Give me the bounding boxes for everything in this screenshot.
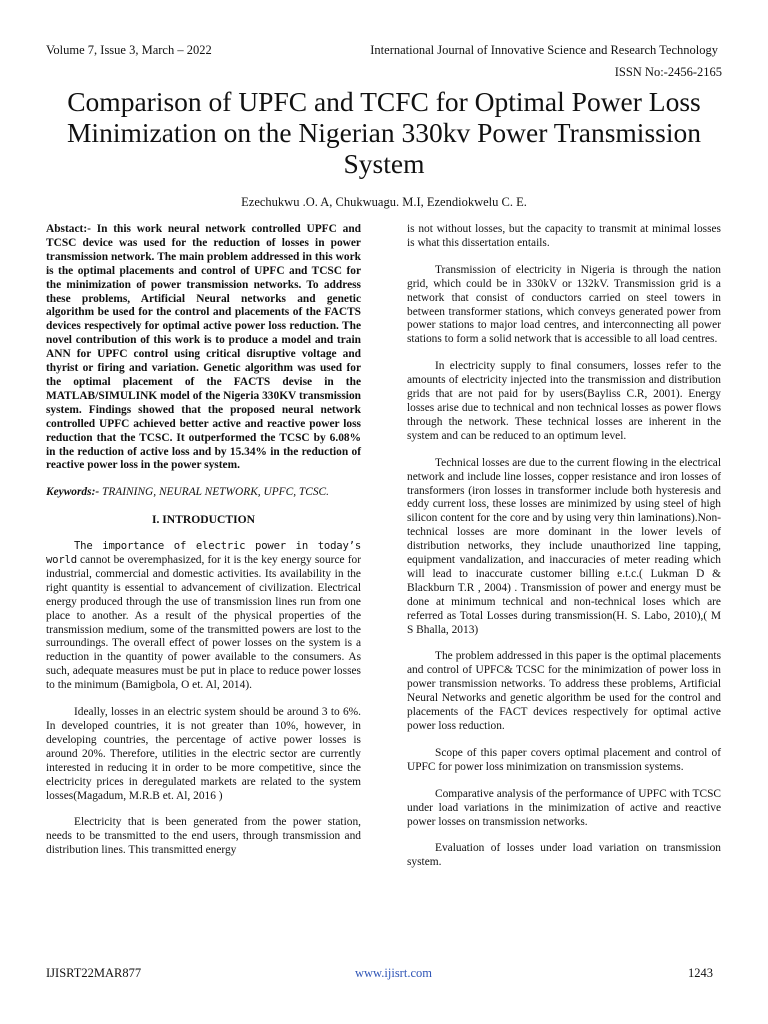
abstract (46, 223, 361, 473)
paragraph: Technical losses are due to the current flowing in the electrical network and include line losses, copper resistance and iron losses of transformers (iron losses in transformer include both hysteresis and eddy current loss, these losses are minimized by using steel of high silicon content for the core and by using very thin laminations).Non- technical losses are more dominant in the lower levels of distribution networks, they include unauthorized line tapping, equipment vandalization, and inaccuracies of meter reading which will lead to inaccurate customer billing e.t.c.( Lukman D & Blackburn T.R , 2004) . Transmission of power and energy must be done at minimum technical and non-technical loses which are referred as Total Losses during transmission(H. S. Labo, 2010),( M S Bhalla, 2013) (407, 456, 721, 636)
keywords-text: TRAINING, NEURAL NETWORK, UPFC, TCSC. (99, 486, 329, 499)
paragraph-text: cannot be overemphasized, for it is the key energy source for industrial, commercial and domestic activities. Its availability in the right quantity is essential to advancement of civilization. Electrical energy produced through the use of transmission lines run from one place to another. As a result of the physical properties of the transmission medium, some of the transmitted powers are lost to the surroundings. The overall effect of power losses on the system is a reduction in the quantity of power available to the consumers. As such, adequate measures must be put in place to reduce power losses to the minimum (Bamigbola, O et. Al, 2014). (46, 554, 361, 692)
paragraph: Evaluation of losses under load variation on transmission system. (407, 842, 721, 869)
abstract-label: Abstact:- (46, 223, 91, 235)
keywords (46, 486, 361, 500)
paragraph: Scope of this paper covers optimal placement and control of UPFC for power loss minimization on transmission systems. (407, 746, 721, 773)
section-heading: I. INTRODUCTION (151, 513, 256, 527)
paragraph: In electricity supply to final consumers, losses refer to the amounts of electricity injected into the transmission and distribution grids that are not paid for by users(Bayliss C.R, 2001). Energy losses arise due to technical and non technical losses as power flows through the network. These technical losses are inherent in the system and can be reduced to an optimum level. (407, 360, 721, 442)
left-column (46, 223, 361, 871)
paragraph: Comparative analysis of the performance of UPFC with TCSC under load variations in the minimization of active and reactive power losses on transmission networks. (407, 787, 721, 828)
volume-info: Volume 7, Issue 3, March – 2022 (46, 43, 212, 57)
keywords-label: Keywords:- (46, 486, 100, 499)
paragraph: The problem addressed in this paper is the optimal placements and control of UPFC& TCSC for the minimization of power loss in power transmission networks. To address these problems, Artificial Neural Networks and genetic algorithm be used for the control and placements of the FACT devices respectively for optimal active power loss reduction. (407, 650, 721, 732)
right-column (407, 223, 721, 883)
issn: ISSN No:-2456-2165 (614, 65, 722, 79)
paragraph (46, 540, 361, 693)
abstract-text: In this work neural network controlled UPFC and TCSC device was used for the reduction of losses in power transmission network. The main problem addressed in this work is the optimal placements and control of UPFC and TCSC for the minimization of power transmission networks. To address these problems, Artificial Neural networks and genetic algorithm be used for the control and placements of the FACTS devices respectively for optimal active power loss reduction. The novel contribution of this work is to produce a model and train ANN for UPFC control using critical disruptive voltage and thyrist or firing and variation. Genetic algorithm was used for the optimal placement of the FACTS devise in the MATLAB/SIMULINK model of the Nigeria 330KV transmission system. Findings showed that the proposed neural network controlled UPFC achieved better active and reactive power loss reduction that the TCSC. It outperformed the TCSC by 6.08% in the reduction of active loss and by 15.34% in the reduction of reactive power loss in the power system. (46, 223, 361, 472)
page-number: 1243 (688, 966, 713, 980)
paragraph: Electricity that is been generated from the power station, needs to be transmitted to the end users, through transmission and distribution lines. This transmitted energy (46, 816, 361, 857)
journal-name: International Journal of Innovative Science and Research Technology (370, 43, 718, 57)
authors: Ezechukwu .O. A, Chukwuagu. M.I, Ezendiokwelu C. E. (241, 195, 527, 209)
paper-title: Comparison of UPFC and TCFC for Optimal Power Loss Minimization on the Nigerian 330kv Power Transmission System (66, 86, 701, 179)
paragraph: Ideally, losses in an electric system should be around 3 to 6%. In developed countries, it is not greater than 10%, however, in developing countries, the percentage of active power losses is around 20%. Therefore, utilities in the electric sector are currently interested in reducing it in order to be more competitive, since the electricity prices in deregulated markets are related to the system losses(Magadum, M.R.B et. Al, 2016 ) (46, 706, 361, 802)
paper-code: IJISRT22MAR877 (46, 966, 142, 980)
paragraph: is not without losses, but the capacity to transmit at minimal losses is what this dissertation entails. (407, 223, 721, 249)
paragraph-lead: The importance of electric power in today’s world (46, 540, 361, 567)
website-link[interactable]: www.ijisrt.com (355, 966, 432, 980)
paragraph: Transmission of electricity in Nigeria is through the nation grid, which could be in 330kV or 132kV. Transmission grid is a network that consist of conductors carried on steel towers in between transformer stations, which conveys generated power from power stations to major load centres, and interconnecting all power stations to form a solid network that is accessible to all load centres. (407, 263, 721, 346)
